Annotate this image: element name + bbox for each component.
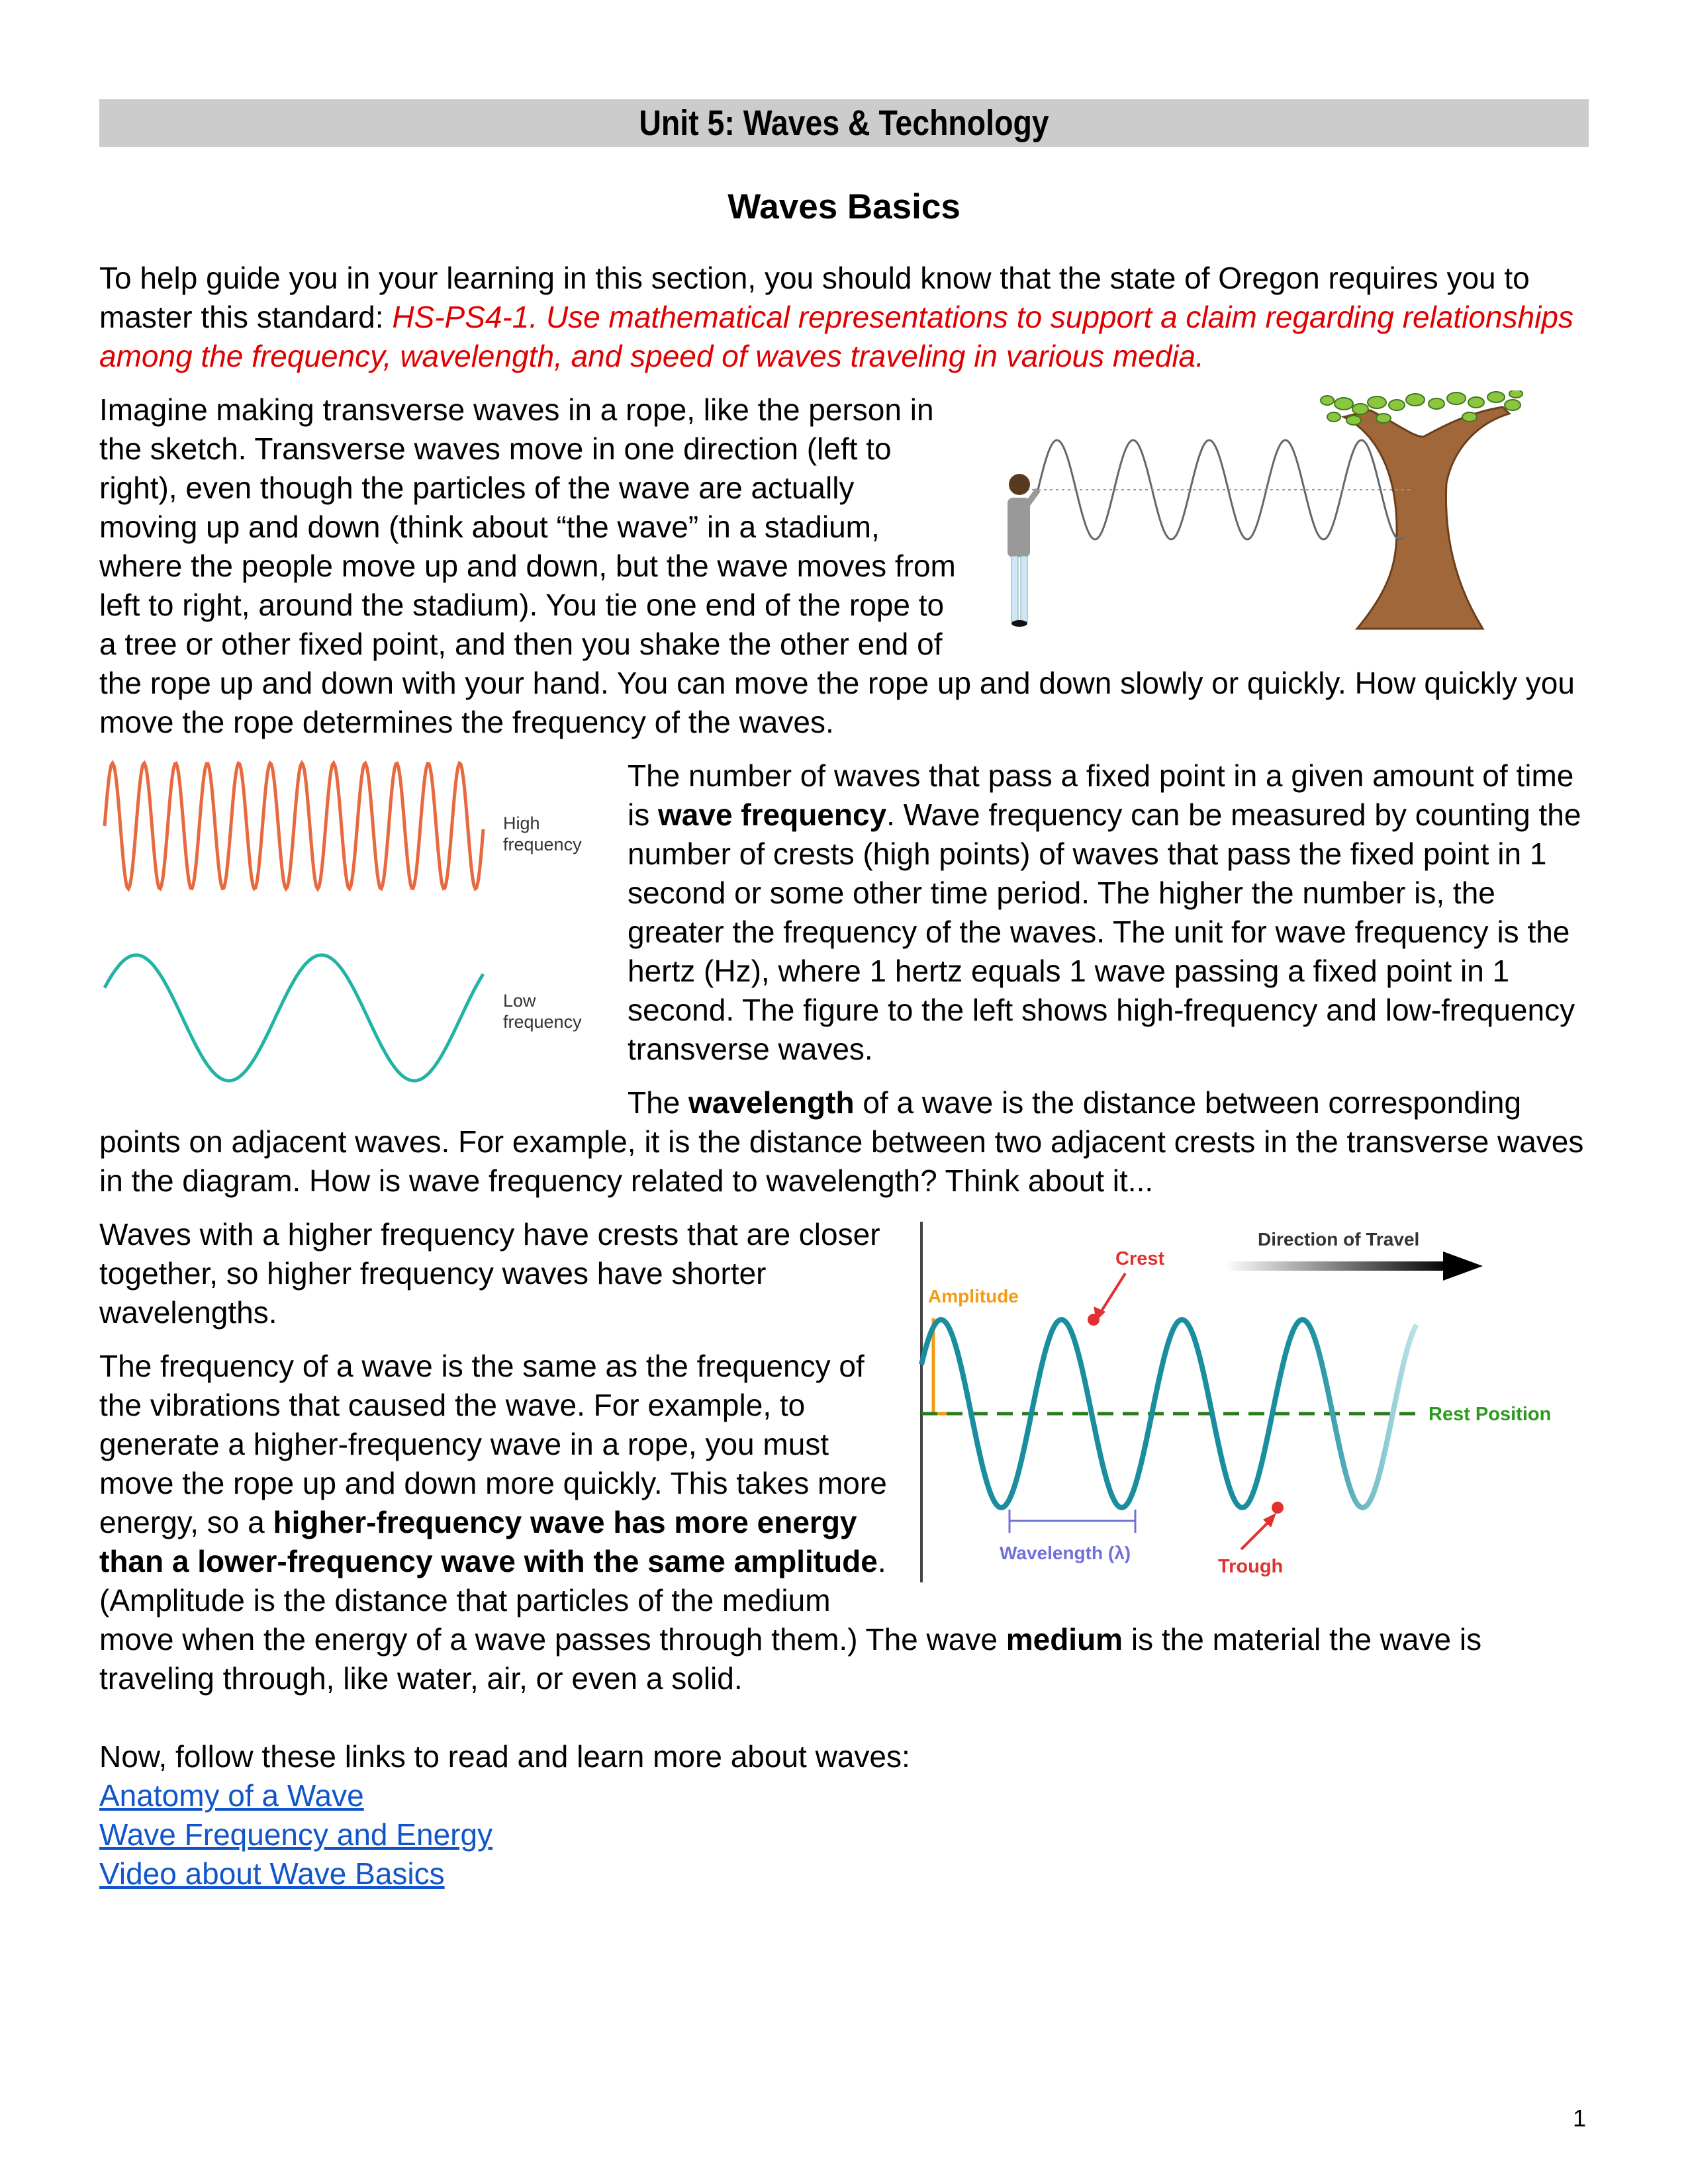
intro-paragraph: To help guide you in your learning in this section, you should know that the state of Oregon requires you to master this standard: HS-PS4-1. Use mathematical representations to support a claim regarding relationships among the frequency, wavelength, and speed of waves traveling in various media. <box>99 261 1573 373</box>
direction-arrow-icon <box>1443 1251 1483 1281</box>
link-anatomy-of-a-wave[interactable]: Anatomy of a Wave <box>99 1778 364 1813</box>
svg-text:frequency: frequency <box>503 835 582 854</box>
link-video-wave-basics[interactable]: Video about Wave Basics <box>99 1856 445 1891</box>
standard-text: HS-PS4-1. Use mathematical representations to support a claim regarding relationships among the frequency, wavelength, and speed of waves traveling in various media. <box>99 300 1573 373</box>
svg-text:frequency: frequency <box>503 1012 582 1032</box>
energy-paragraph: The frequency of a wave is the same as the frequency of the vibrations that caused the wave. For example, to generate a higher-frequency wave in a rope, you must move the rope up and down more quickly. This takes more energy, so a higher-frequency wave has more energy than a lower-frequency wave with the same amplitude. (Amplitude is the distance that particles of the medium move when the energy of a wave passes through them.) The wave medium is the material the wave is traveling through, like water, air, or even a solid. <box>99 1349 1482 1696</box>
direction-label: Direction of Travel <box>1258 1229 1420 1250</box>
unit-header-bar <box>99 99 1589 147</box>
page-number: 1 <box>1573 2105 1587 2132</box>
crest-label: Crest <box>1115 1248 1165 1269</box>
rope-wave-illustration <box>973 390 1589 635</box>
crest-marker <box>1088 1314 1100 1326</box>
rest-position-label: Rest Position <box>1429 1404 1552 1425</box>
wavelength-paragraph: The wavelength of a wave is the distance between corresponding points on adjacent waves. For example, it is the distance between two adjacent crests in the transverse waves in the diagram. How is wave frequency related to wavelength? Think about it... <box>99 1085 1584 1198</box>
trough-label: Trough <box>1218 1556 1284 1577</box>
link-wave-frequency-and-energy[interactable]: Wave Frequency and Energy <box>99 1817 493 1852</box>
links-intro: Now, follow these links to read and learn more about waves: <box>99 1739 910 1774</box>
low-frequency-label: Low <box>503 991 536 1011</box>
wave-anatomy-diagram <box>914 1215 1589 1586</box>
unit-title: Unit 5: Waves & Technology <box>204 99 1485 147</box>
higher-frequency-paragraph: Waves with a higher frequency have crests that are closer together, so higher frequency waves have shorter wavelengths. <box>99 1217 880 1330</box>
document-page <box>99 99 1589 1893</box>
high-frequency-label: High <box>503 813 540 833</box>
frequency-paragraph: The number of waves that pass a fixed point in a given amount of time is wave frequency. Wave frequency can be measured by counting the number of crests (high points) of waves that pass the fixed point in 1 second or some other time period. The higher the number is, the greater the frequency of the waves. The unit for wave frequency is the hertz (Hz), where 1 hertz equals 1 wave passing a fixed point in 1 second. The figure to the left shows high-frequency and low-frequency transverse waves. <box>628 758 1581 1066</box>
frequency-comparison-figure <box>99 756 602 1101</box>
amplitude-label: Amplitude <box>928 1286 1019 1306</box>
rope-paragraph: Imagine making transverse waves in a rope, like the person in the sketch. Transverse waves move in one direction (left to right), even though the particles of the wave are actually moving up and down (think about “the wave” in a stadium, where the people move up and down, but the wave moves from left to right, around the stadium). You tie one end of the rope to a tree or other fixed point, and then you shake the other end of the rope up and down with your hand. You can move the rope up and down slowly or quickly. How quickly you move the rope determines the frequency of the waves. <box>99 392 1575 739</box>
wavelength-label: Wavelength (λ) <box>1000 1543 1131 1563</box>
page-title: Waves Basics <box>727 187 961 226</box>
trough-marker <box>1272 1502 1284 1514</box>
